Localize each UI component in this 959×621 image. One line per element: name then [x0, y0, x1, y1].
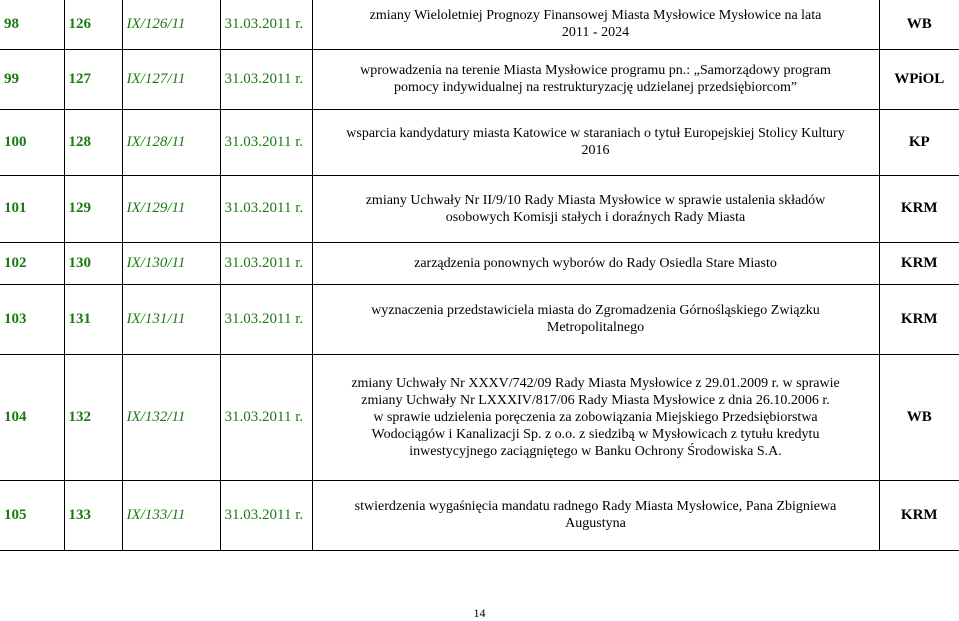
row-date: 31.03.2011 r.: [220, 175, 312, 242]
row-lp: 103: [0, 284, 64, 354]
description-line: 2016: [581, 143, 610, 158]
row-committee: WB: [879, 354, 959, 480]
row-date: 31.03.2011 r.: [220, 0, 312, 49]
row-description: [312, 109, 879, 175]
description-line: wprowadzenia na terenie Miasta Mysłowice programu pn.: „Samorządowy program: [360, 63, 831, 78]
row-signature: IX/127/11: [122, 49, 220, 109]
table-row: [0, 354, 959, 480]
row-description: [312, 354, 879, 480]
row-signature: IX/128/11: [122, 109, 220, 175]
row-committee: KRM: [879, 284, 959, 354]
table-row: [0, 109, 959, 175]
description-line: zmiany Wieloletniej Prognozy Finansowej Miasta Mysłowice Mysłowice na lata: [369, 8, 822, 24]
description-line: Augustyna: [565, 516, 626, 531]
description-line: zmiany Uchwały Nr LXXXIV/817/06 Rady Miasta Mysłowice z dnia 26.10.2006 r.: [361, 392, 830, 408]
row-signature: IX/130/11: [122, 242, 220, 284]
row-number: 133: [64, 480, 122, 550]
description-line: wyznaczenia przedstawiciela miasta do Zgromadzenia Górnośląskiego Związku: [371, 303, 820, 318]
description-line: pomocy indywidualnej na restrukturyzację udzielanej przedsiębiorcom”: [393, 80, 798, 95]
table-row: [0, 0, 959, 49]
row-lp: 105: [0, 480, 64, 550]
row-committee: WPiOL: [879, 49, 959, 109]
row-committee: KRM: [879, 175, 959, 242]
row-description: [312, 480, 879, 550]
description-line: wsparcia kandydatury miasta Katowice w staraniach o tytuł Europejskiej Stolicy Kultury: [346, 126, 845, 141]
row-description: [312, 49, 879, 109]
row-number: 130: [64, 242, 122, 284]
description-line: 2011 - 2024: [561, 25, 630, 41]
row-committee: KRM: [879, 480, 959, 550]
table-row: [0, 284, 959, 354]
description-line: inwestycyjnego zaciągniętego w Banku Ochrony Środowiska S.A.: [409, 443, 782, 459]
table-row: [0, 49, 959, 109]
row-date: 31.03.2011 r.: [220, 480, 312, 550]
row-description: [312, 0, 879, 49]
description-line: zarządzenia ponownych wyborów do Rady Osiedla Stare Miasto: [414, 255, 777, 271]
row-date: 31.03.2011 r.: [220, 49, 312, 109]
row-date: 31.03.2011 r.: [220, 284, 312, 354]
row-number: 126: [64, 0, 122, 49]
table-row: [0, 480, 959, 550]
row-date: 31.03.2011 r.: [220, 354, 312, 480]
row-date: 31.03.2011 r.: [220, 109, 312, 175]
description-line: osobowych Komisji stałych i doraźnych Rady Miasta: [445, 209, 746, 225]
row-description: [312, 284, 879, 354]
row-lp: 99: [0, 49, 64, 109]
row-signature: IX/132/11: [122, 354, 220, 480]
row-description: [312, 175, 879, 242]
row-number: 127: [64, 49, 122, 109]
row-committee: KP: [879, 109, 959, 175]
row-lp: 101: [0, 175, 64, 242]
description-line: stwierdzenia wygaśnięcia mandatu radnego Rady Miasta Mysłowice, Pana Zbigniewa: [354, 499, 837, 514]
page-number: 14: [473, 606, 486, 620]
row-lp: 104: [0, 354, 64, 480]
row-lp: 100: [0, 109, 64, 175]
description-line: w sprawie udzielenia poręczenia za zobowiązania Miejskiego Przedsiębiorstwa: [373, 409, 818, 425]
description-line: zmiany Uchwały Nr XXXV/742/09 Rady Miasta Mysłowice z 29.01.2009 r. w sprawie: [351, 375, 840, 391]
row-committee: KRM: [879, 242, 959, 284]
row-lp: 102: [0, 242, 64, 284]
row-signature: IX/131/11: [122, 284, 220, 354]
row-number: 132: [64, 354, 122, 480]
row-committee: WB: [879, 0, 959, 49]
row-date: 31.03.2011 r.: [220, 242, 312, 284]
table-row: [0, 175, 959, 242]
row-signature: IX/133/11: [122, 480, 220, 550]
row-number: 129: [64, 175, 122, 242]
description-line: zmiany Uchwały Nr II/9/10 Rady Miasta Mysłowice w sprawie ustalenia składów: [365, 192, 826, 208]
row-description: [312, 242, 879, 284]
description-line: Metropolitalnego: [546, 320, 645, 335]
row-signature: IX/129/11: [122, 175, 220, 242]
description-line: Wodociągów i Kanalizacji Sp. z o.o. z siedzibą w Mysłowicach z tytułu kredytu: [371, 426, 820, 442]
row-lp: 98: [0, 0, 64, 49]
row-number: 131: [64, 284, 122, 354]
row-signature: IX/126/11: [122, 0, 220, 49]
table-row: [0, 242, 959, 284]
row-number: 128: [64, 109, 122, 175]
